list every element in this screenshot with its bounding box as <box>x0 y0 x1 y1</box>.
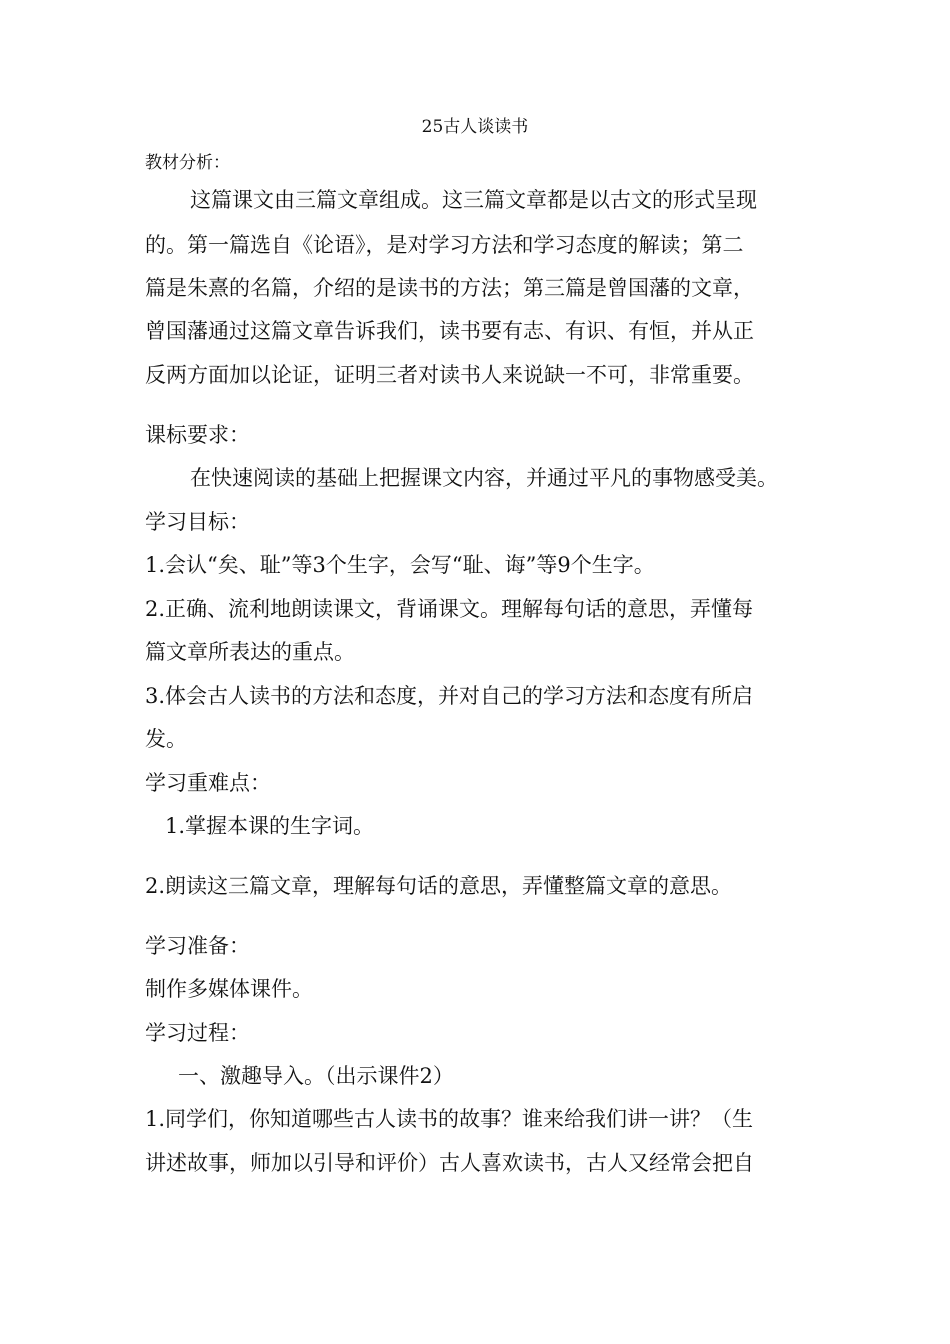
goal-2-line-1: 2.正确、流利地朗读课文，背诵课文。理解每句话的意思，弄懂每 <box>145 597 754 621</box>
analysis-heading: 教材分析： <box>145 153 230 173</box>
goal-1: 1.会认“矣、耻”等3个生字，会写“耻、诲”等9个生字。 <box>145 553 655 577</box>
step-1-line-1: 1.同学们，你知道哪些古人读书的故事？谁来给我们讲一讲？（生 <box>145 1107 754 1131</box>
analysis-line-4: 曾国藩通过这篇文章告诉我们，读书要有志、有识、有恒，并从正 <box>145 319 754 343</box>
goals-heading: 学习目标： <box>145 510 250 534</box>
goal-3-line-2: 发。 <box>145 727 187 751</box>
key-item-1: 1.掌握本课的生字词。 <box>165 814 375 838</box>
process-heading: 学习过程： <box>145 1021 250 1045</box>
goal-2-line-2: 篇文章所表达的重点。 <box>145 640 355 664</box>
analysis-line-5: 反两方面加以论证，证明三者对读书人来说缺一不可，非常重要。 <box>145 363 754 387</box>
standard-heading: 课标要求： <box>145 423 250 447</box>
prep-heading: 学习准备： <box>145 934 250 958</box>
analysis-line-1: 这篇课文由三篇文章组成。这三篇文章都是以古文的形式呈现 <box>190 188 757 212</box>
key-item-2: 2.朗读这三篇文章，理解每句话的意思，弄懂整篇文章的意思。 <box>145 874 733 898</box>
document-title: 25古人谈读书 <box>421 117 529 137</box>
step-1-line-2: 讲述故事，师加以引导和评价）古人喜欢读书，古人又经常会把自 <box>145 1151 754 1175</box>
step-1-heading: 一、激趣导入。（出示课件2） <box>178 1064 454 1088</box>
key-heading: 学习重难点： <box>145 771 271 795</box>
goal-3-line-1: 3.体会古人读书的方法和态度，并对自己的学习方法和态度有所启 <box>145 684 754 708</box>
analysis-line-3: 篇是朱熹的名篇，介绍的是读书的方法；第三篇是曾国藩的文章， <box>145 276 754 300</box>
standard-text: 在快速阅读的基础上把握课文内容，并通过平凡的事物感受美。 <box>190 466 778 490</box>
prep-text: 制作多媒体课件。 <box>145 977 313 1001</box>
analysis-line-2: 的。第一篇选自《论语》，是对学习方法和学习态度的解读；第二 <box>145 233 744 257</box>
